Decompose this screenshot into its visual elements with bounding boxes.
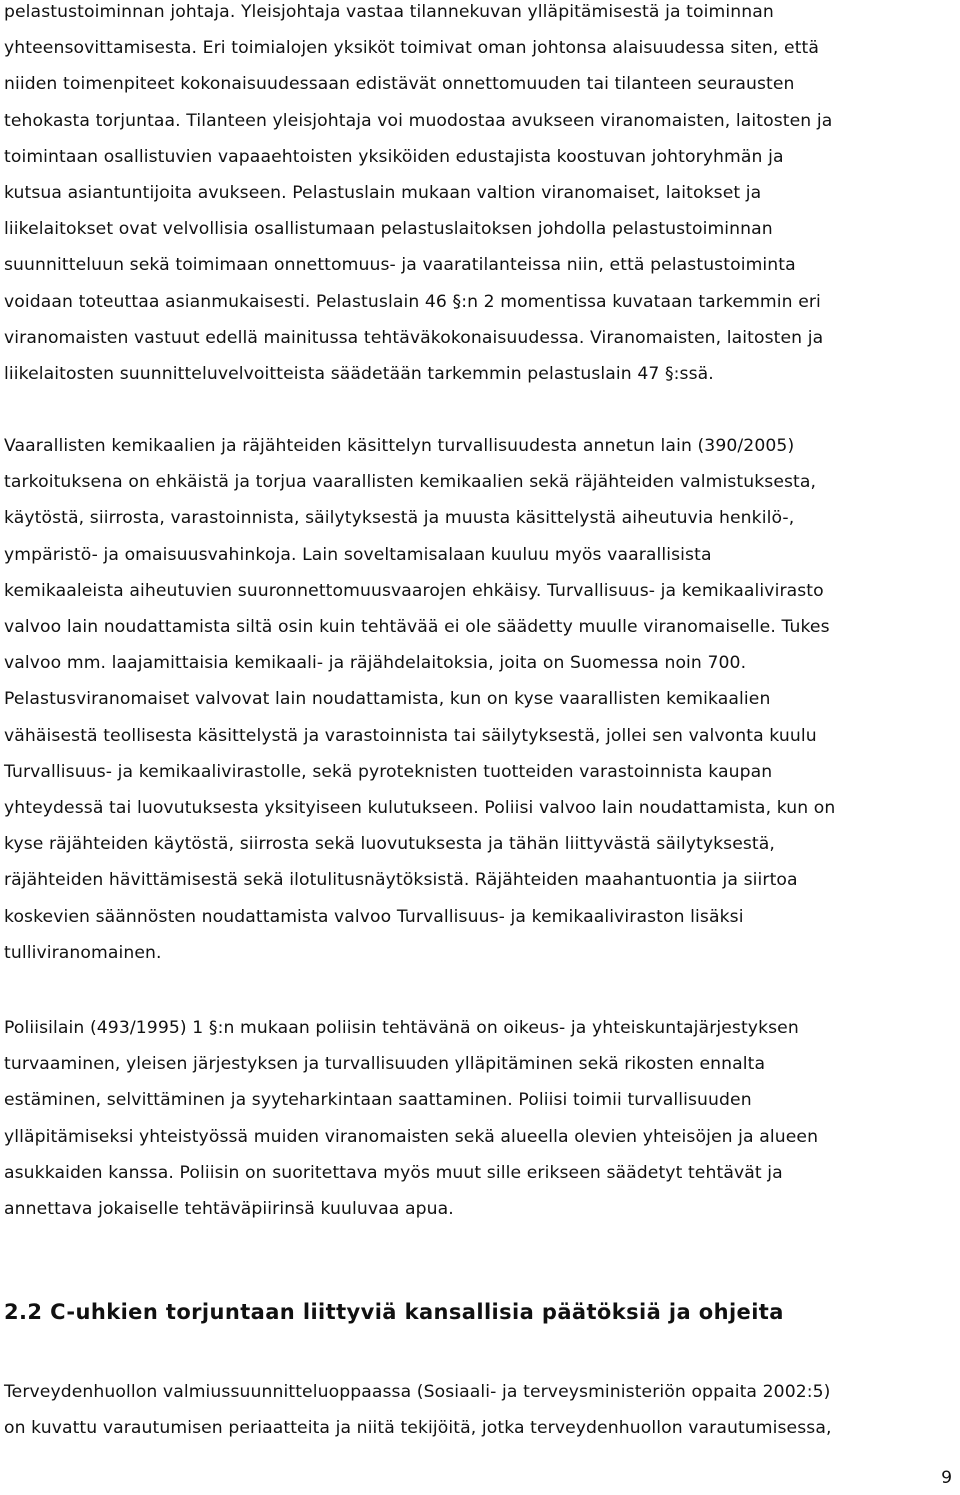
page-number: 9 (941, 1468, 952, 1488)
paragraph-chemicals-law: Vaarallisten kemikaalien ja räjähteiden käsittelyn turvallisuudesta annetun lain (390/2005) tarkoituksena on ehkäistä ja torjua vaarallisten kemikaalien sekä räjähteiden valmistuksesta, käytöstä, siirrosta, varastoinnista, säilytyksestä ja muusta käsittelystä aiheutuvia henkilö-, ympäristö- ja omaisuusvahinkoja. Lain soveltamisalaan kuuluu myös vaarallisista kemikaaleista aiheutuvien suuronnettomuusvaarojen ehkäisy. Turvallisuus- ja kemikaalivirasto valvoo lain noudattamista siltä osin kuin tehtävää ei ole säädetty muulle viranomaiselle. Tukes valvoo mm. laajamittaisia kemikaali- ja räjähdelaitoksia, joita on Suomessa noin 700. Pelastusviranomaiset valvovat lain noudattamista, kun on kyse vaarallisten kemikaalien vähäisestä teollisesta käsittelystä ja varastoinnista tai säilytyksestä, jollei sen valvonta kuulu Turvallisuus- ja kemikaalivirastolle, sekä pyroteknisten tuotteiden varastoinnista kaupan yhteydessä tai luovutuksesta yksityiseen kulutukseen. Poliisi valvoo lain noudattamista, kun on kyse räjähteiden käytöstä, siirrosta sekä luovutuksesta ja tähän liittyvästä säilytyksestä, räjähteiden hävittämisestä sekä ilotulitusnäytöksistä. Räjähteiden maahantuontia ja siirtoa koskevien säännösten noudattamista valvoo Turvallisuus- ja kemikaaliviraston lisäksi tulliviranomainen. (4, 436, 836, 963)
section-heading: 2.2 C-uhkien torjuntaan liittyviä kansallisia päätöksiä ja ohjeita (4, 1300, 784, 1324)
paragraph-rescue-leadership: pelastustoiminnan johtaja. Yleisjohtaja vastaa tilannekuvan ylläpitämisestä ja toiminnan yhteensovittamisesta. Eri toimialojen yksiköt toimivat oman johtonsa alaisuudessa siten, että niiden toimenpiteet kokonaisuudessaan edistävät onnettomuuden tai tilanteen seurausten tehokasta torjuntaa. Tilanteen yleisjohtaja voi muodostaa avukseen viranomaisten, laitosten ja toimintaan osallistuvien vapaaehtoisten yksiköiden edustajista koostuvan johtoryhmän ja kutsua asiantuntijoita avukseen. Pelastuslain mukaan valtion viranomaiset, laitokset ja liikelaitokset ovat velvollisia osallistumaan pelastuslaitoksen johdolla pelastustoiminnan suunnitteluun sekä toimimaan onnettomuus- ja vaaratilanteissa niin, että pelastustoiminta voidaan toteuttaa asianmukaisesti. Pelastuslain 46 §:n 2 momentissa kuvataan tarkemmin eri viranomaisten vastuut edellä mainitussa tehtäväkokonaisuudessa. Viranomaisten, laitosten ja liikelaitosten suunnitteluvelvoitteista säädetään tarkemmin pelastuslain 47 §:ssä. (4, 2, 833, 385)
paragraph-health-preparedness: Terveydenhuollon valmiussuunnitteluoppaassa (Sosiaali- ja terveysministeriön oppaita 2002:5) on kuvattu varautumisen periaatteita ja niitä tekijöitä, jotka terveydenhuollon varautumisessa, (4, 1382, 832, 1439)
paragraph-police-law: Poliisilain (493/1995) 1 §:n mukaan poliisin tehtävänä on oikeus- ja yhteiskuntajärjestyksen turvaaminen, yleisen järjestyksen ja turvallisuuden ylläpitäminen sekä rikosten ennalta estäminen, selvittäminen ja syyteharkintaan saattaminen. Poliisi toimii turvallisuuden ylläpitämiseksi yhteistyössä muiden viranomaisten sekä alueella olevien yhteisöjen ja alueen asukkaiden kanssa. Poliisin on suoritettava myös muut sille erikseen säädetyt tehtävät ja annettava jokaiselle tehtäväpiirinsä kuuluvaa apua. (4, 1018, 819, 1220)
